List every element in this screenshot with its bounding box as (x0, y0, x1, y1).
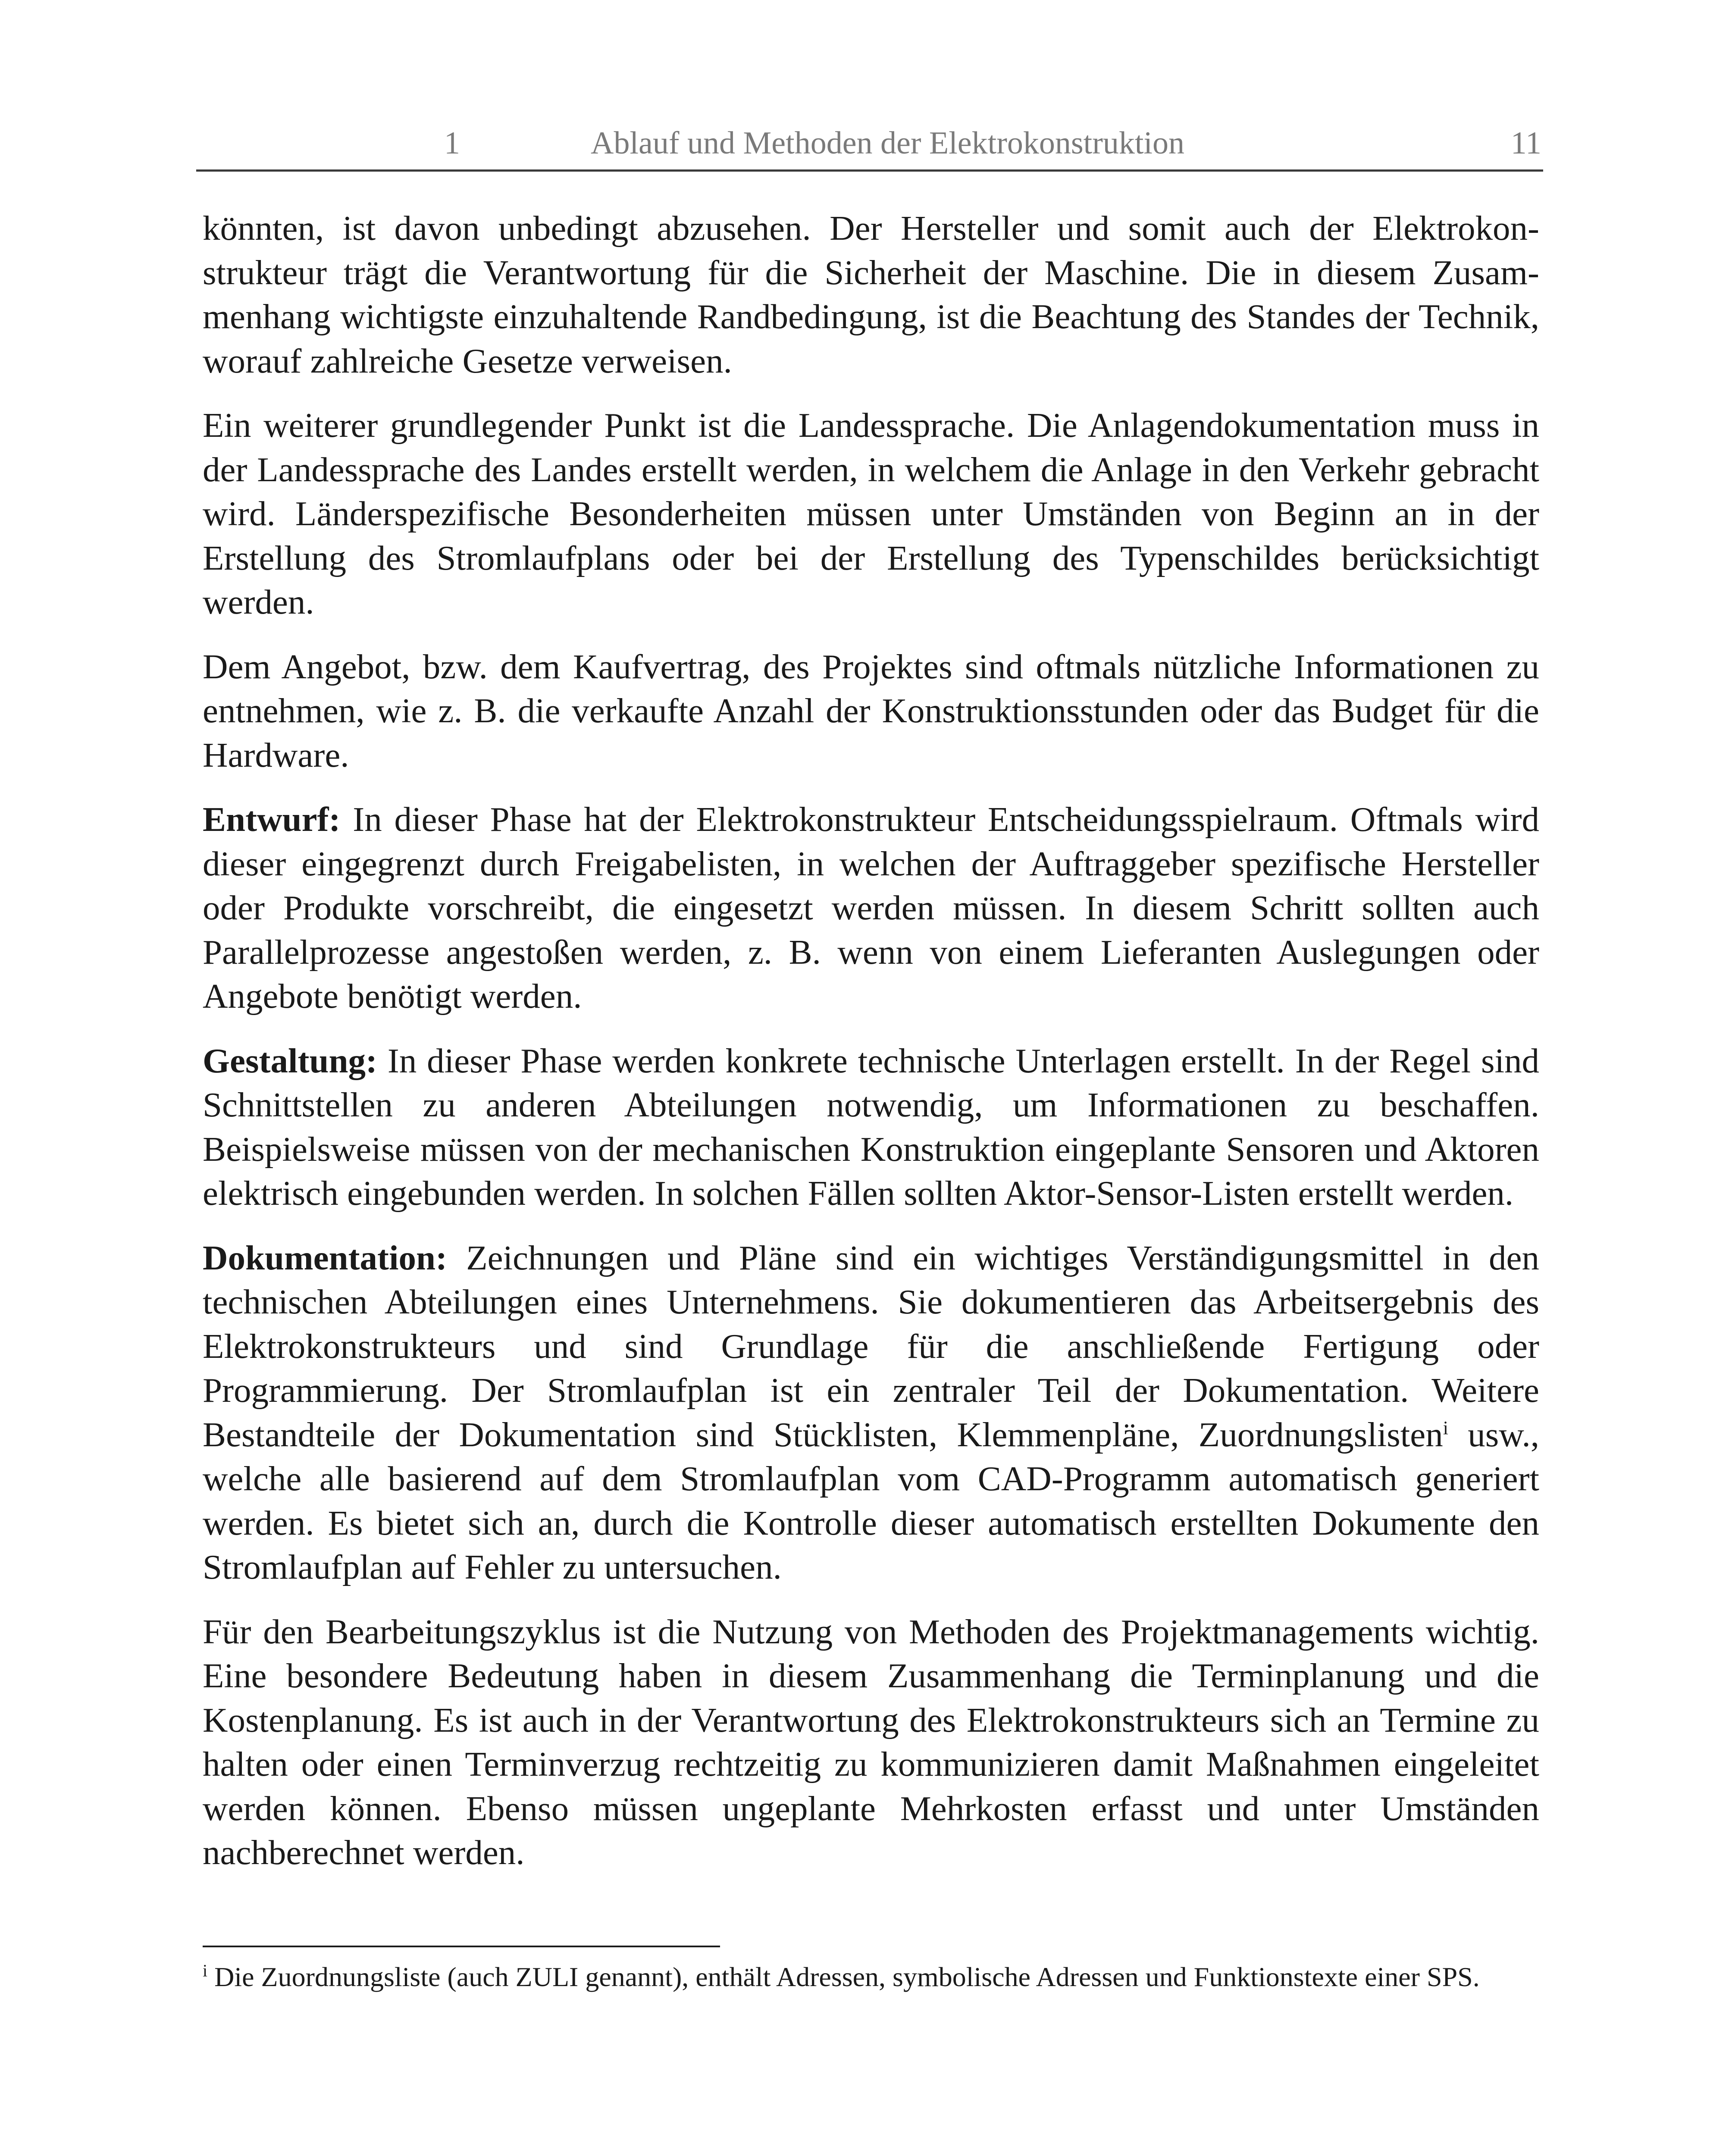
paragraph-lead-gestaltung: Gestaltung: (203, 1041, 377, 1080)
footnote-reference[interactable]: i (1443, 1417, 1448, 1438)
body-text (203, 206, 1539, 1895)
chapter-title: Ablauf und Methoden der Elektrokonstruktion (591, 125, 1184, 161)
paragraph-offer: Dem Angebot, bzw. dem Kaufvertrag, des Projektes sind oftmals nützliche Informationen zu entnehmen, wie z. B. die verkaufte Anzahl der Konstruktionsstunden oder das Budget für die Hardware. (203, 647, 1539, 774)
footnote-text: Die Zuordnungsliste (auch ZULI genannt), enthält Adressen, symbolische Adressen und Funktionstexte einer SPS. (207, 1962, 1480, 1992)
running-header (196, 125, 1541, 168)
footnote-marker: i (203, 1961, 208, 1981)
paragraph-dokumentation (203, 1236, 1539, 1589)
chapter-number: 1 (444, 125, 460, 161)
paragraph-bearbeitungszyklus: Für den Bearbeitungszyklus ist die Nutzung von Methoden des Projektmanagements wichtig. Eine besondere Bedeutung haben in diesem Zusammenhang die Terminplanung und die Kostenplanung. Es ist auch in der Verantwortung des Elektrokonstrukteurs sich an Termine zu halten oder einen Terminverzug rechtzeitig zu kommunizieren damit Maßnahmen eingeleitet werden können. Ebenso müssen ungeplante Mehrkosten erfasst und unter Umständen nachberechnet werden. (203, 1612, 1539, 1872)
paragraph-lead-dokumentation: Dokumentation: (203, 1238, 448, 1277)
header-rule (196, 169, 1543, 172)
page-number: 11 (1510, 125, 1541, 161)
paragraph-body-entwurf: In dieser Phase hat der Elektrokonstrukteur Entscheidungsspielraum. Oftmals wird dieser eingegrenzt durch Freigabelisten, in welchen der Auftraggeber spezifische Hersteller oder Produkte vorschreibt, die eingesetzt werden müssen. In diesem Schritt sollten auch Parallelprozesse angestoßen werden, z. B. wenn von einem Lieferanten Auslegungen oder Angebote benötigt werden. (203, 800, 1539, 1015)
paragraph-lead-entwurf: Entwurf: (203, 800, 341, 839)
footnote (203, 1960, 1539, 1994)
footnote-rule (203, 1946, 720, 1947)
paragraph-language: Ein weiterer grundlegender Punkt ist die Landessprache. Die Anlagendokumentation muss in der Landessprache des Landes erstellt werden, in welchem die Anlage in den Verkehr gebracht wird. Länderspezifische Besonderheiten müssen unter Umständen von Beginn an in der Erstellung des Stromlaufplans oder bei der Erstellung des Typenschildes berücksichtigt werden. (203, 406, 1539, 621)
paragraph-gestaltung (203, 1039, 1539, 1216)
paragraph-entwurf (203, 797, 1539, 1018)
paragraph-body-gestaltung: In dieser Phase werden konkrete technische Unterlagen erstellt. In der Regel sind Schnittstellen zu anderen Abteilungen notwendig, um Informationen zu beschaffen. Beispielsweise müssen von der mechanischen Konstruktion eingeplante Sensoren und Aktoren elektrisch eingebunden werden. In solchen Fällen sollten Aktor-Sensor-Listen erstellt werden. (203, 1041, 1539, 1213)
paragraph-safety: könnten, ist davon unbedingt abzusehen. Der Hersteller und somit auch der Elektrokonstrukteur trägt die Verantwortung für die Sicherheit der Maschine. Die in diesem Zusammenhang wichtigste einzuhaltende Randbedingung, ist die Beachtung des Standes der Technik, worauf zahlreiche Gesetze verweisen. (203, 209, 1539, 380)
paragraph-body-dokumentation-a: Zeichnungen und Pläne sind ein wichtiges Verständigungsmittel in den technischen Abteilungen eines Unternehmens. Sie dokumentieren das Arbeitsergebnis des Elektrokonstrukteurs und sind Grundlage für die anschließende Fertigung oder Programmierung. Der Stromlaufplan ist ein zentraler Teil der Dokumentation. Weitere Bestandteile der Dokumentation sind Stücklisten, Klemmenpläne, Zuordnungslisten (203, 1238, 1539, 1454)
paragraph-body-dokumentation-b: usw., welche alle basierend auf dem Stromlaufplan vom CAD-Programm automatisch generiert werden. Es bietet sich an, durch die Kontrolle dieser automatisch erstellten Dokumente den Stromlaufplan auf Fehler zu untersuchen. (203, 1415, 1539, 1586)
